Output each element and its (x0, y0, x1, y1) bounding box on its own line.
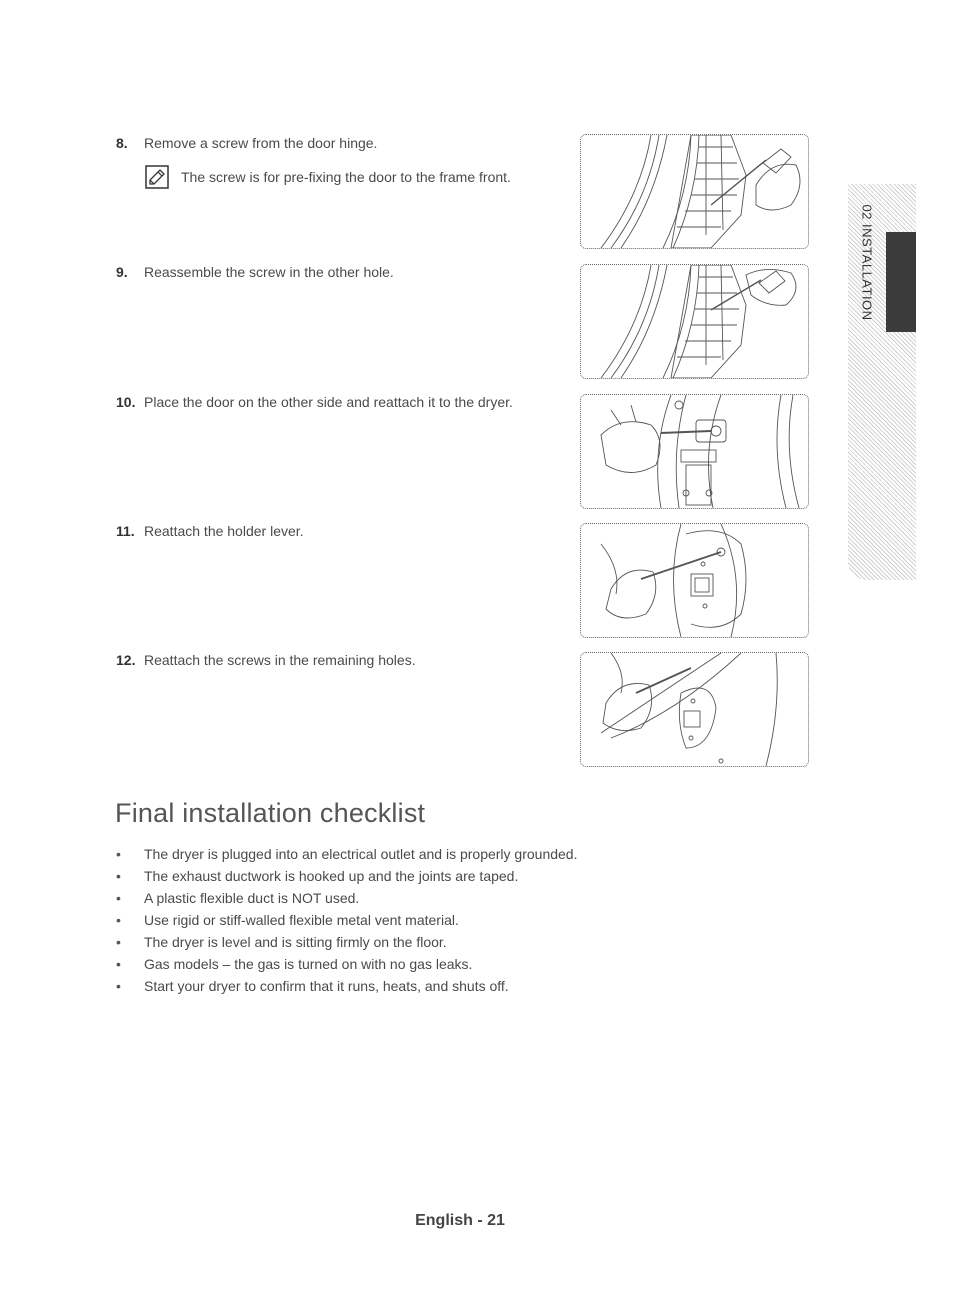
step-8-illustration (580, 134, 809, 249)
step-number: 10. (116, 394, 136, 410)
step-12-illustration (580, 652, 809, 767)
checklist-title: Final installation checklist (115, 798, 426, 828)
bullet: • (116, 956, 121, 972)
step-text: Reassemble the screw in the other hole. (144, 264, 394, 280)
bullet: • (116, 934, 121, 950)
step-11-illustration (580, 523, 809, 638)
step-text: Reattach the screws in the remaining holes. (144, 652, 416, 668)
list-item (116, 953, 577, 975)
step-text: Place the door on the other side and reattach it to the dryer. (144, 394, 513, 410)
list-item-text: Use rigid or stiff-walled flexible metal vent material. (144, 912, 459, 928)
step-number: 11. (116, 523, 135, 539)
bullet: • (116, 912, 121, 928)
bullet: • (116, 978, 121, 994)
page-number: English - 21 (415, 1212, 505, 1229)
list-item (116, 843, 577, 865)
checklist (116, 843, 577, 997)
list-item (116, 975, 577, 997)
step-10-illustration (580, 394, 809, 509)
step-number: 12. (116, 652, 136, 668)
list-item-text: The dryer is level and is sitting firmly on the floor. (144, 934, 447, 950)
bullet: • (116, 846, 121, 862)
note-icon (145, 165, 169, 189)
bullet: • (116, 868, 121, 884)
step-9-illustration (580, 264, 809, 379)
reattach-screws-drawing (581, 653, 808, 766)
step-9 (116, 263, 394, 281)
door-hinge-screw-removal-drawing (581, 135, 808, 248)
step-number: 8. (116, 135, 128, 151)
list-item (116, 887, 577, 909)
step-text: Reattach the holder lever. (144, 523, 304, 539)
step-number: 9. (116, 264, 128, 280)
reattach-holder-lever-drawing (581, 524, 808, 637)
list-item-text: A plastic flexible duct is NOT used. (144, 890, 360, 906)
list-item-text: The exhaust ductwork is hooked up and the joints are taped. (144, 868, 519, 884)
bullet: • (116, 890, 121, 906)
reassemble-screw-drawing (581, 265, 808, 378)
step-11 (116, 522, 304, 540)
note (145, 165, 511, 189)
step-10 (116, 393, 513, 411)
side-section-tab (848, 184, 916, 580)
reattach-door-drawing (581, 395, 808, 508)
step-12 (116, 651, 416, 669)
list-item (116, 931, 577, 953)
list-item-text: Gas models – the gas is turned on with no gas leaks. (144, 956, 473, 972)
list-item (116, 865, 577, 887)
list-item (116, 909, 577, 931)
side-tab-marker (886, 232, 916, 332)
note-text: The screw is for pre-fixing the door to the frame front. (181, 169, 511, 185)
side-tab-label: 02 INSTALLATION (859, 203, 875, 321)
step-8 (116, 134, 377, 152)
list-item-text: Start your dryer to confirm that it runs, heats, and shuts off. (144, 978, 509, 994)
step-text: Remove a screw from the door hinge. (144, 135, 378, 151)
list-item-text: The dryer is plugged into an electrical outlet and is properly grounded. (144, 846, 578, 862)
